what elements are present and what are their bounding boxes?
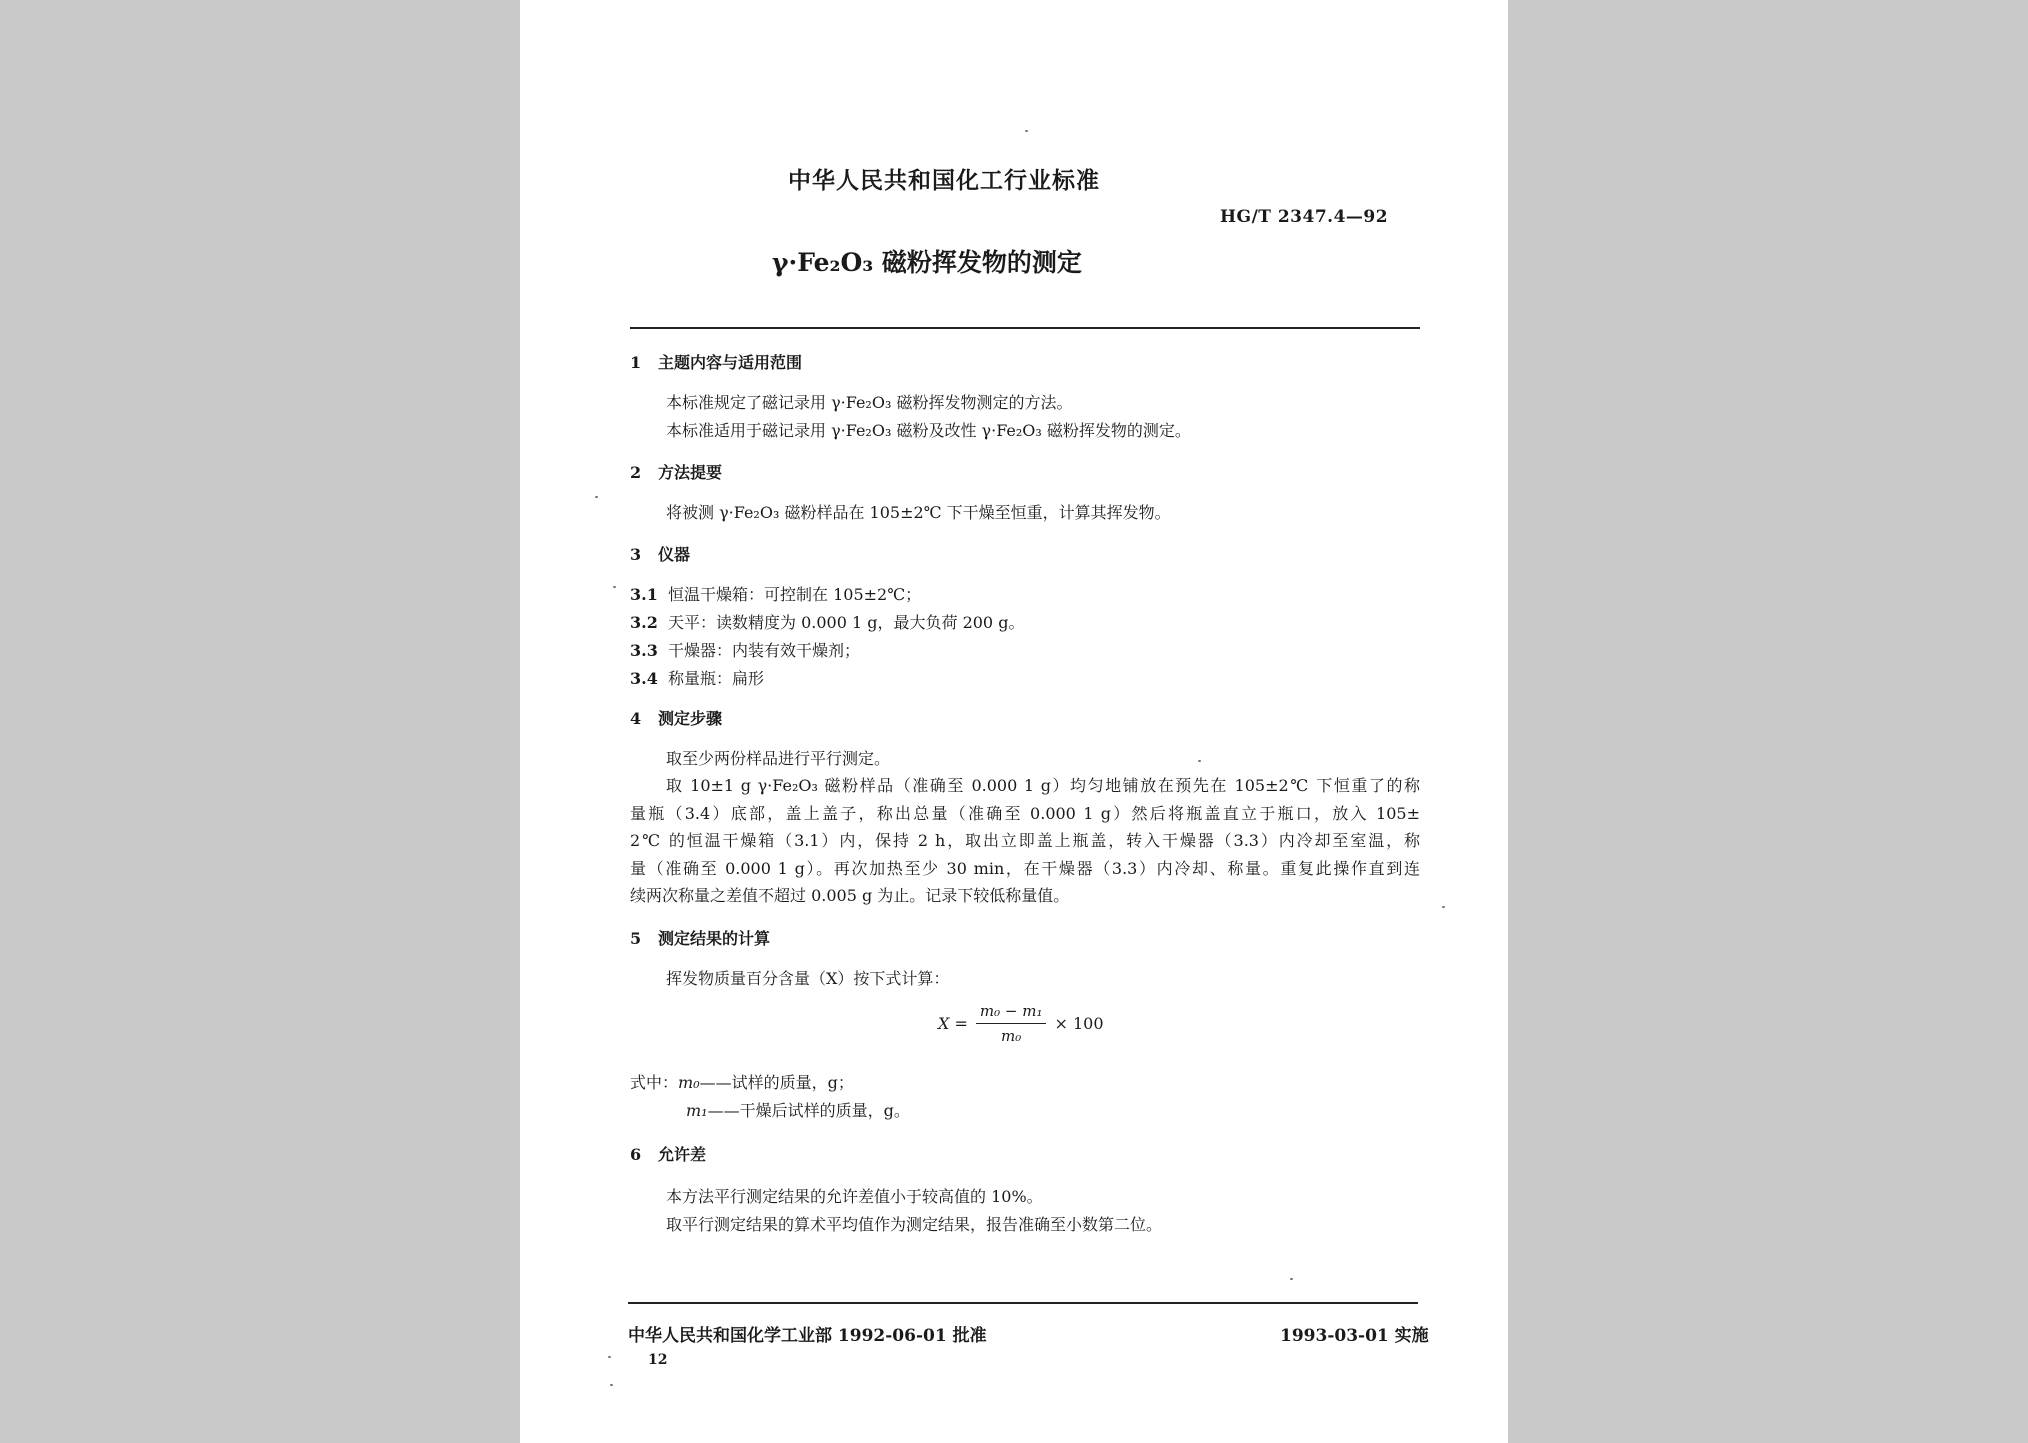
section-title: 允许差 xyxy=(658,1145,707,1164)
symbol-definition xyxy=(686,1098,910,1121)
item-number: 3.3 xyxy=(630,641,658,660)
section-5-heading xyxy=(630,926,770,949)
formula-denominator: m₀ xyxy=(1001,1027,1022,1045)
paragraph-line: 取 10±1 g γ·Fe₂O₃ 磁粉样品（准确至 0.000 1 g）均匀地铺放在预先在 105±2℃ 下恒重了的称 xyxy=(666,776,1420,795)
section-4-intro: 取至少两份样品进行平行测定。 xyxy=(666,749,891,768)
issuing-organization: 中华人民共和国化工行业标准 xyxy=(788,167,1100,194)
scan-speck xyxy=(1025,130,1028,132)
symbol-definition xyxy=(630,1070,854,1093)
section-title: 仪器 xyxy=(658,545,691,564)
section-number: 2 xyxy=(630,463,642,482)
item-number: 3.4 xyxy=(630,669,658,688)
item-text: 天平：读数精度为 0.000 1 g，最大负荷 200 g。 xyxy=(668,613,1025,632)
document-title: γ·Fe₂O₃ 磁粉挥发物的测定 xyxy=(772,248,1082,277)
scan-speck xyxy=(1290,1278,1293,1280)
document-page xyxy=(520,0,1508,1443)
section-number: 3 xyxy=(630,545,642,564)
section-6-line-1: 本方法平行测定结果的允许差值小于较高值的 10%。 xyxy=(666,1187,1043,1206)
symbol-description: ——试样的质量，g； xyxy=(699,1073,854,1092)
symbol: m₀ xyxy=(678,1073,700,1092)
formula-multiplier: × 100 xyxy=(1054,1014,1104,1033)
item-text: 称量瓶：扁形 xyxy=(668,669,765,688)
scan-speck xyxy=(595,496,598,498)
formula-numerator: m₀ − m₁ xyxy=(976,1002,1047,1024)
item-number: 3.1 xyxy=(630,585,658,604)
approval-note: 中华人民共和国化学工业部 1992-06-01 批准 xyxy=(628,1326,987,1346)
section-number: 5 xyxy=(630,929,642,948)
section-2-heading xyxy=(630,460,722,483)
section-title: 测定步骤 xyxy=(658,709,723,728)
section-6-heading xyxy=(630,1142,706,1165)
item-text: 干燥器：内装有效干燥剂； xyxy=(668,641,861,660)
scan-speck xyxy=(1198,760,1201,762)
standard-code: HG/T 2347.4—92 xyxy=(1220,207,1389,227)
paragraph-line: 2℃ 的恒温干燥箱（3.1）内，保持 2 h，取出立即盖上瓶盖，转入干燥器（3.3）内冷却至室温，称 xyxy=(630,831,1420,850)
paragraph-line: 量瓶（3.4）底部，盖上盖子，称出总量（准确至 0.000 1 g）然后将瓶盖直立于瓶口，放入 105± xyxy=(630,803,1420,823)
section-1-line-1: 本标准规定了磁记录用 γ·Fe₂O₃ 磁粉挥发物测定的方法。 xyxy=(666,393,1073,412)
formula-lhs: X = xyxy=(938,1014,968,1033)
section-title: 方法提要 xyxy=(658,463,723,482)
instrument-item xyxy=(630,610,1024,633)
section-4-heading xyxy=(630,706,722,729)
section-5-intro: 挥发物质量百分含量（X）按下式计算： xyxy=(666,969,950,988)
section-2-line-1: 将被测 γ·Fe₂O₃ 磁粉样品在 105±2℃ 下干燥至恒重，计算其挥发物。 xyxy=(666,503,1171,522)
header-divider xyxy=(630,327,1420,329)
where-label: 式中： xyxy=(630,1073,679,1092)
symbol: m₁ xyxy=(686,1101,708,1120)
paragraph-line: 量（准确至 0.000 1 g）。再次加热至少 30 min，在干燥器（3.3）内冷却、称量。重复此操作直到连 xyxy=(630,858,1420,878)
scan-speck xyxy=(1442,906,1445,908)
scan-speck xyxy=(608,1356,611,1358)
footer-divider xyxy=(628,1302,1418,1304)
section-number: 1 xyxy=(630,353,642,372)
section-title: 测定结果的计算 xyxy=(658,929,771,948)
section-3-heading xyxy=(630,542,690,565)
item-number: 3.2 xyxy=(630,613,658,632)
formula-fraction xyxy=(976,1002,1047,1045)
volatile-formula xyxy=(938,1002,1104,1045)
symbol-description: ——干燥后试样的质量，g。 xyxy=(707,1101,910,1120)
procedure-paragraph xyxy=(630,772,1420,910)
section-6-line-2: 取平行测定结果的算术平均值作为测定结果，报告准确至小数第二位。 xyxy=(666,1215,1163,1234)
section-number: 4 xyxy=(630,709,642,728)
section-title: 主题内容与适用范围 xyxy=(658,353,803,372)
page-number: 12 xyxy=(648,1352,668,1368)
instrument-item xyxy=(630,582,921,605)
implementation-date: 1993-03-01 实施 xyxy=(1280,1326,1429,1346)
section-1-line-2: 本标准适用于磁记录用 γ·Fe₂O₃ 磁粉及改性 γ·Fe₂O₃ 磁粉挥发物的测定。 xyxy=(666,421,1191,440)
section-number: 6 xyxy=(630,1145,642,1164)
scan-speck xyxy=(610,1384,613,1386)
instrument-item xyxy=(630,666,764,689)
scan-speck xyxy=(613,586,616,588)
item-text: 恒温干燥箱：可控制在 105±2℃； xyxy=(668,585,922,604)
section-1-heading xyxy=(630,350,802,373)
paragraph-line: 续两次称量之差值不超过 0.005 g 为止。记录下较低称量值。 xyxy=(630,886,1070,905)
instrument-item xyxy=(630,638,860,661)
